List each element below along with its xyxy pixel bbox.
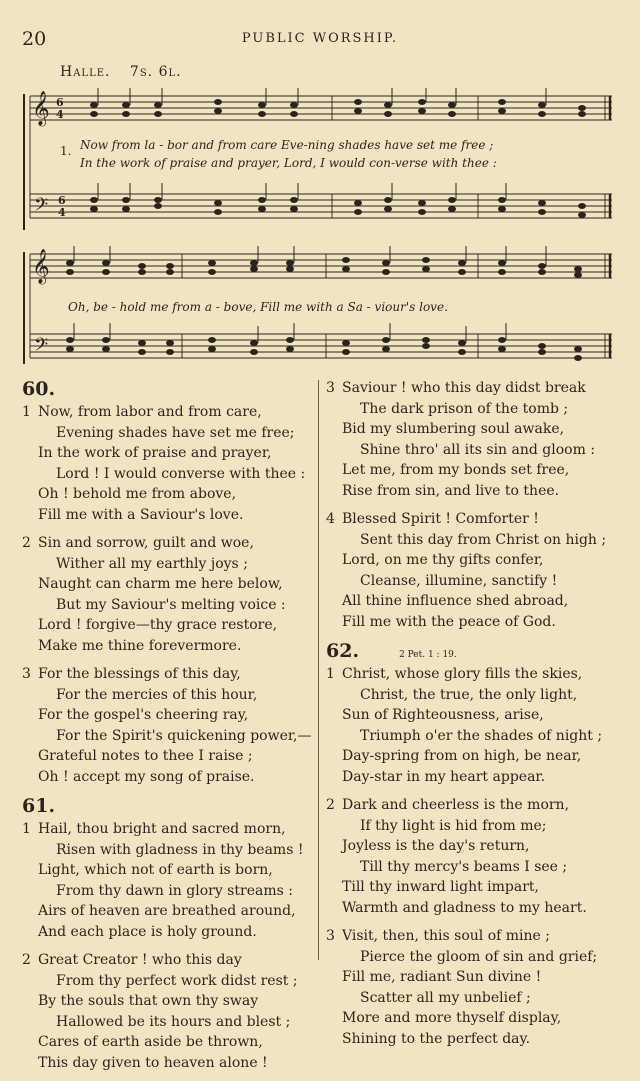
stanza: [326, 795, 626, 918]
verse-line: All thine influence shed abroad,: [342, 593, 569, 609]
stanza-number: 3: [326, 380, 335, 396]
verse-line: The dark prison of the tomb ;: [360, 400, 569, 417]
stanza: [22, 950, 322, 1073]
stanza-number: 1: [22, 821, 31, 837]
verse-line: Till thy inward light impart,: [342, 879, 539, 895]
verse-line: If thy light is hid from me;: [360, 817, 547, 834]
verse-line: Lord ! I would converse with thee :: [56, 465, 306, 482]
verse-line: From thy dawn in glory streams :: [56, 882, 293, 899]
stanza: [22, 819, 322, 942]
stanza-number: 3: [326, 928, 335, 944]
verse-line: Airs of heaven are breathed around,: [38, 903, 296, 919]
verse-line: Shine thro' all its sin and gloom :: [360, 441, 596, 458]
verse-line: More and more thyself display,: [342, 1010, 562, 1026]
verse-line: Lord, on me thy gifts confer,: [342, 552, 544, 568]
verse-line: For the Spirit's quickening power,—: [56, 727, 312, 744]
verse-line: Oh ! behold me from above,: [38, 486, 237, 502]
verse-line: Naught can charm me here below,: [38, 576, 283, 592]
hymn-61: [22, 795, 322, 1073]
stanza: [22, 664, 322, 787]
verse-line: Warmth and gladness to my heart.: [342, 899, 587, 916]
verse-line: Christ, whose glory fills the skies,: [342, 666, 583, 682]
verse-line: Joyless is the day's return,: [342, 838, 530, 854]
verse-line: Day-spring from on high, be near,: [342, 748, 582, 764]
verse-line: This day given to heaven alone !: [38, 1054, 268, 1071]
svg-text:𝄢: 𝄢: [34, 335, 49, 360]
svg-text:4: 4: [56, 108, 64, 121]
stanza: [22, 402, 322, 525]
verse-line: Shining to the perfect day.: [342, 1030, 531, 1047]
verse-line: Now, from labor and from care,: [38, 404, 262, 420]
verse-line: Cares of earth aside be thrown,: [38, 1034, 263, 1050]
music-system-2: [22, 246, 614, 370]
verse-line: Hallowed be its hours and blest ;: [56, 1013, 291, 1030]
svg-text:𝄞: 𝄞: [32, 91, 50, 126]
verse-line: Cleanse, illumine, sanctify !: [360, 572, 558, 589]
music-verse-number: 1.: [60, 144, 72, 158]
stanza-number: 2: [22, 952, 31, 968]
stanza-number: 2: [22, 535, 31, 551]
verse-line: For the blessings of this day,: [38, 666, 241, 682]
verse-line: Fill me with a Saviour's love.: [38, 506, 244, 523]
verse-line: Sin and sorrow, guilt and woe,: [38, 535, 254, 551]
verse-line: Christ, the true, the only light,: [360, 686, 578, 703]
verse-line: Fill me with the peace of God.: [342, 613, 556, 630]
svg-text:6: 6: [56, 96, 64, 109]
tune-meter: 7s. 6l.: [129, 64, 182, 80]
verse-line: Let me, from my bonds set free,: [342, 462, 570, 478]
hymn-60: [22, 378, 322, 787]
right-column: [326, 378, 626, 1057]
hymn-number: 62. 2 Pet. 1 : 19.: [326, 640, 457, 662]
verse-line: Wither all my earthly joys ;: [56, 555, 248, 572]
verse-line: Grateful notes to thee I raise ;: [38, 748, 253, 764]
tune-name: Halle.: [60, 64, 111, 80]
verse-line: Rise from sin, and live to thee.: [342, 482, 560, 499]
hymn-number: 61.: [22, 795, 56, 817]
verse-line: Bid my slumbering soul awake,: [342, 421, 565, 437]
verse-line: Great Creator ! who this day: [38, 952, 242, 968]
svg-text:4: 4: [58, 206, 66, 219]
stanza-number: 2: [326, 797, 335, 813]
hymn-number: 60.: [22, 378, 56, 400]
svg-text:𝄞: 𝄞: [32, 249, 50, 284]
verse-line: Visit, then, this soul of mine ;: [342, 928, 550, 944]
verse-line: Hail, thou bright and sacred morn,: [38, 821, 286, 837]
scripture-reference: 2 Pet. 1 : 19.: [399, 650, 457, 660]
verse-line: Dark and cheerless is the morn,: [342, 797, 570, 813]
verse-line: Pierce the gloom of sin and grief;: [360, 948, 598, 965]
running-head: PUBLIC WORSHIP.: [241, 31, 399, 46]
stanza: [326, 509, 626, 632]
tune-heading: [60, 64, 196, 80]
stanza: [22, 533, 322, 656]
verse-line: Saviour ! who this day didst break: [342, 380, 586, 396]
verse-line: Sent this day from Christ on high ;: [360, 531, 607, 548]
page-number: 20: [22, 28, 47, 50]
hymn-62: [326, 640, 626, 1049]
svg-text:6: 6: [58, 194, 66, 207]
verse-line: Fill me, radiant Sun divine !: [342, 969, 542, 985]
verse-line: Make me thine forevermore.: [38, 637, 242, 654]
stanza-number: 1: [326, 666, 335, 682]
stanza: [326, 926, 626, 1049]
music-system-1: [22, 88, 614, 238]
verse-line: Scatter all my unbelief ;: [360, 989, 531, 1006]
verse-line: For the mercies of this hour,: [56, 686, 258, 703]
stanza-number: 1: [22, 404, 31, 420]
verse-line: Triumph o'er the shades of night ;: [360, 727, 603, 744]
left-column: [22, 378, 322, 1081]
stanza: [326, 664, 626, 787]
verse-line: Risen with gladness in thy beams !: [56, 841, 304, 858]
music-lyric-line-3: Oh, be - hold me from a - bove, Fill me with a Sa - viour's love.: [68, 300, 448, 314]
verse-line: Evening shades have set me free;: [56, 424, 295, 441]
verse-line: Lord ! forgive—thy grace restore,: [38, 617, 278, 633]
verse-line: Light, which not of earth is born,: [38, 862, 273, 878]
stanza: [326, 378, 626, 501]
verse-line: But my Saviour's melting voice :: [56, 596, 286, 613]
verse-line: Day-star in my heart appear.: [342, 768, 546, 785]
verse-line: And each place is holy ground.: [38, 923, 257, 940]
verse-line: Blessed Spirit ! Comforter !: [342, 511, 539, 527]
music-lyric-line-2: In the work of praise and prayer, Lord, I would con-verse with thee :: [80, 156, 497, 170]
stanza-number: 4: [326, 511, 335, 527]
svg-text:𝄢: 𝄢: [34, 195, 49, 220]
verse-line: Sun of Righteousness, arise,: [342, 707, 544, 723]
stanza-number: 3: [22, 666, 31, 682]
verse-line: By the souls that own thy sway: [38, 993, 259, 1009]
verse-line: For the gospel's cheering ray,: [38, 707, 249, 723]
verse-line: Oh ! accept my song of praise.: [38, 768, 255, 785]
page-header: [0, 28, 640, 50]
verse-line: In the work of praise and prayer,: [38, 445, 272, 461]
verse-line: From thy perfect work didst rest ;: [56, 972, 298, 989]
verse-line: Till thy mercy's beams I see ;: [360, 858, 568, 875]
music-lyric-line-1: Now from la - bor and from care Eve-ning shades have set me free ;: [80, 138, 494, 152]
hymn-61-continued: [326, 378, 626, 632]
